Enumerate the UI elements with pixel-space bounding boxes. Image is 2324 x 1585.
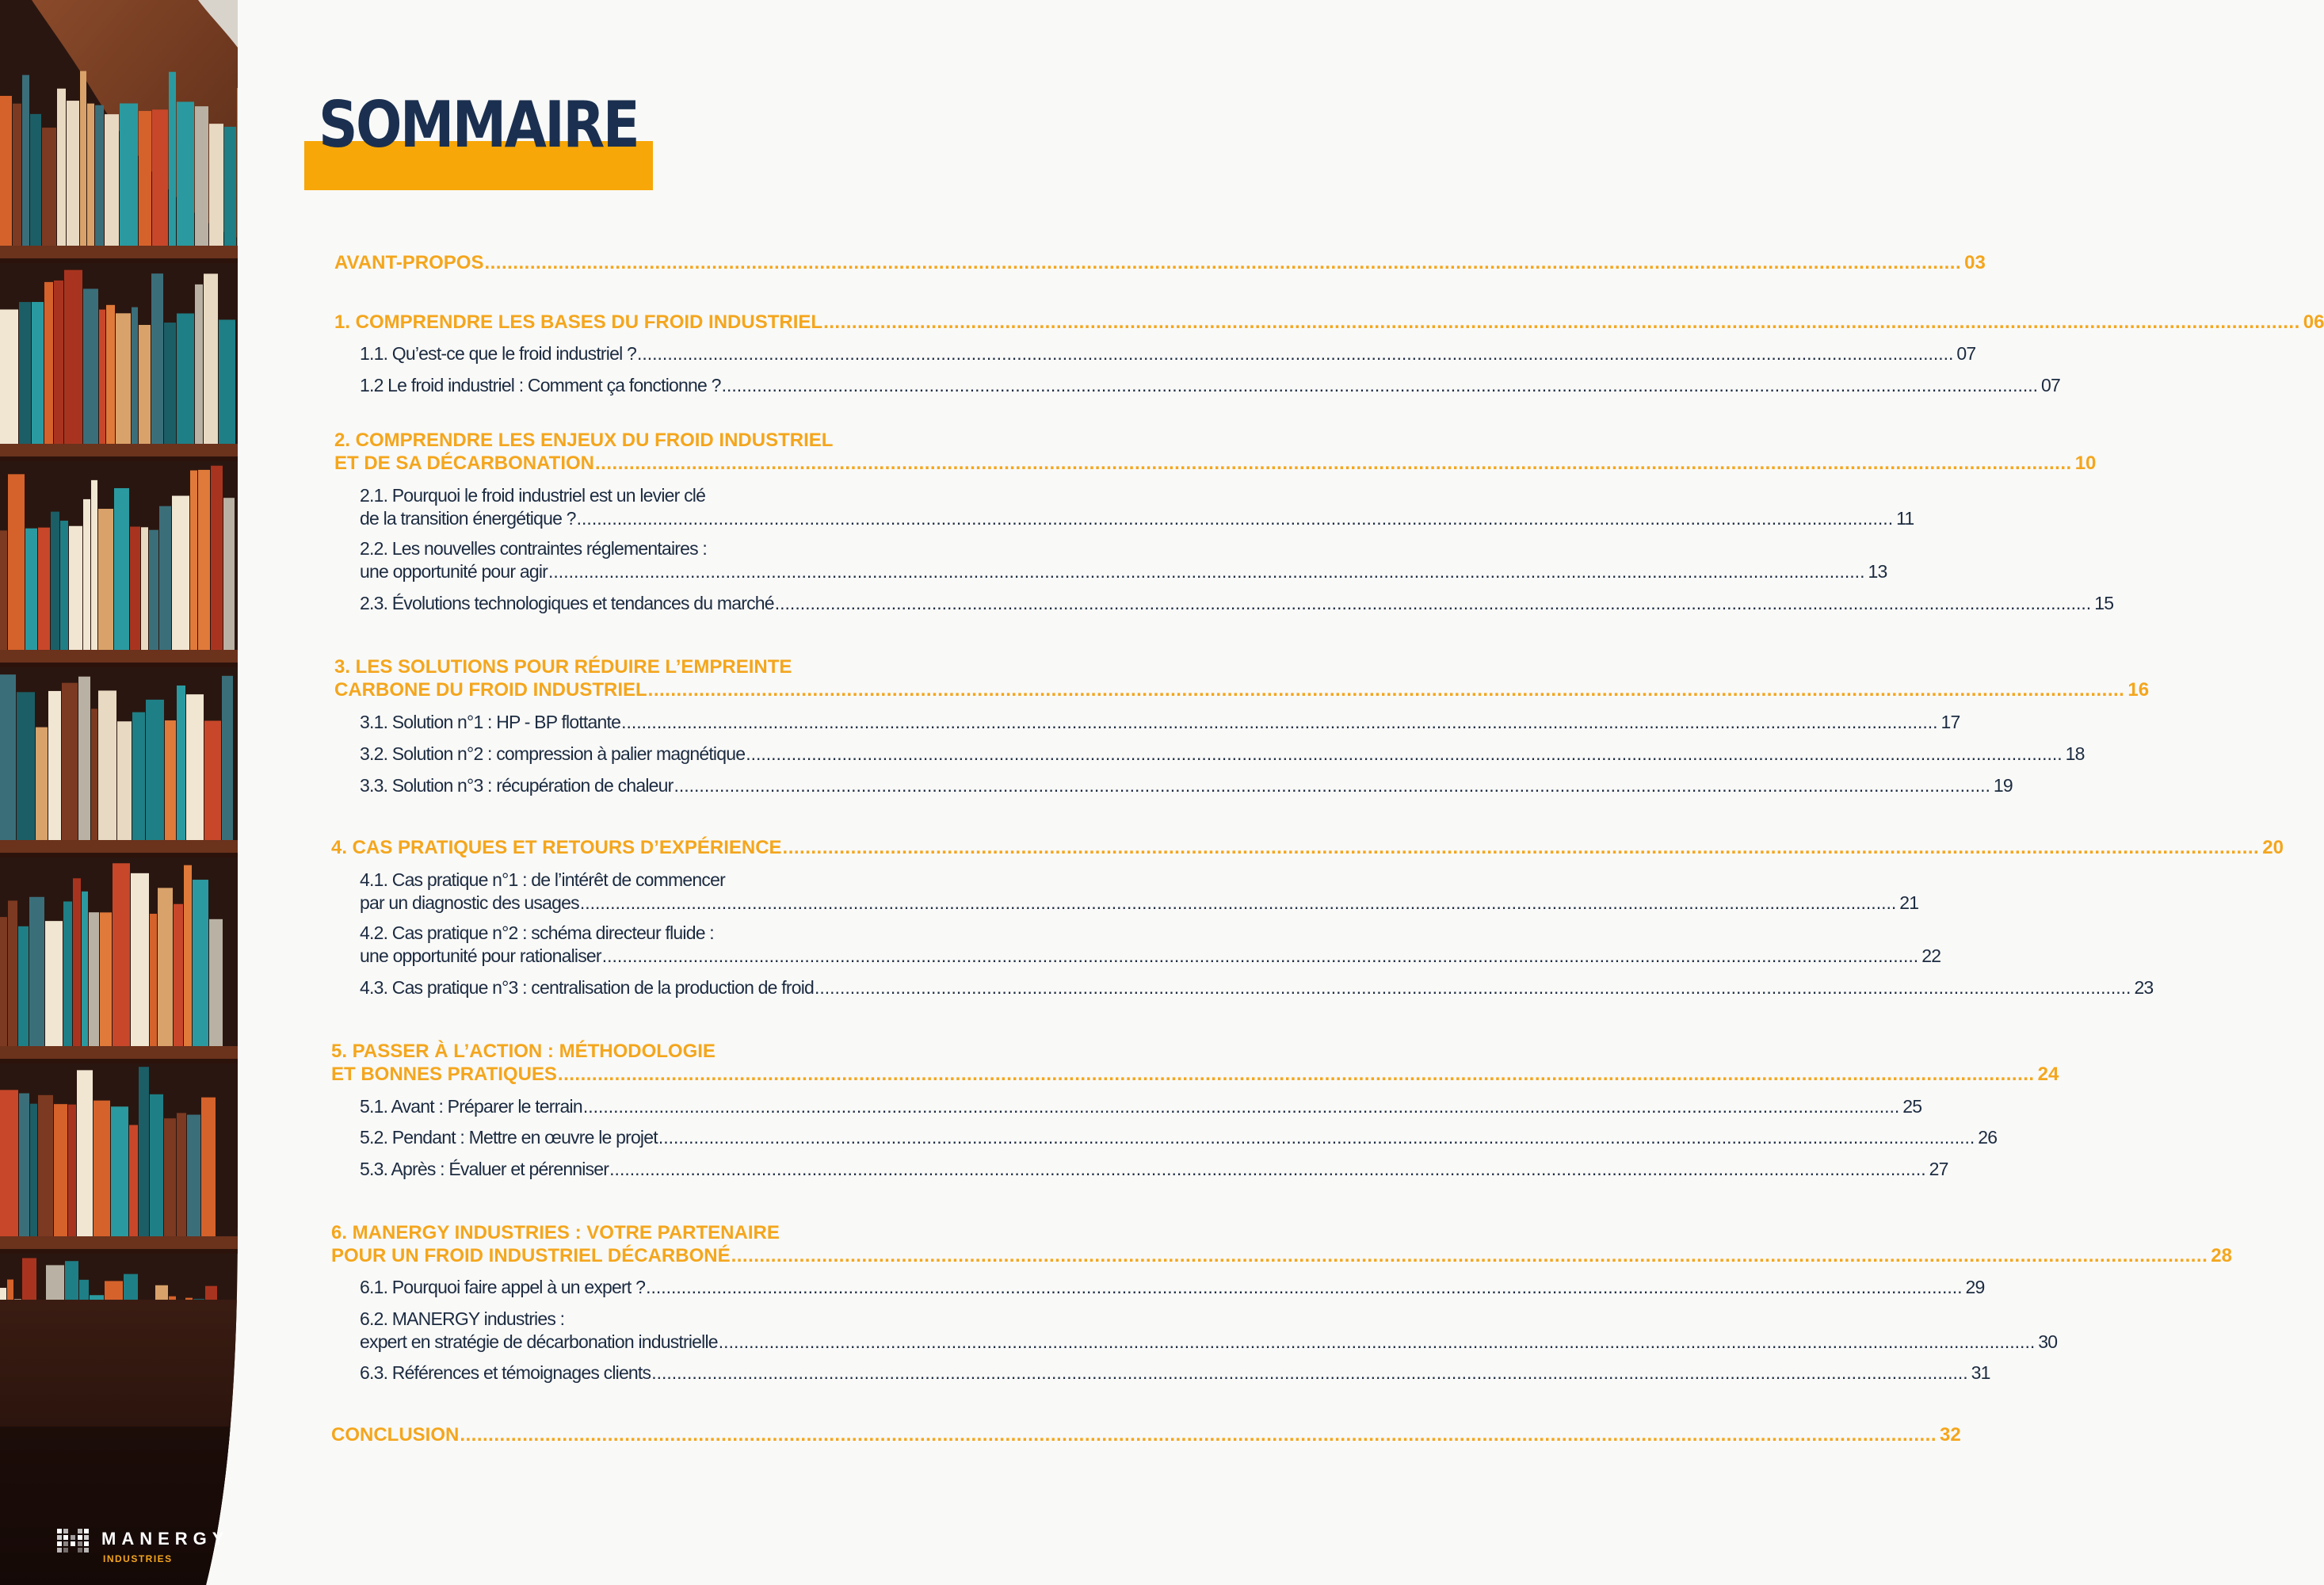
book-spine — [0, 530, 7, 650]
dot-leader: .................................................................................................................................................................................................................................................................... — [658, 1127, 1975, 1148]
toc-page-number: 23 — [2134, 977, 2154, 998]
book-spine — [211, 466, 223, 650]
book-spine — [93, 1101, 110, 1236]
book-spine — [98, 509, 113, 650]
toc-page-number: 11 — [1896, 508, 1914, 529]
toc-item-2-2[interactable] — [360, 561, 1887, 582]
dot-leader: .................................................................................................................................................................................................................................................................... — [460, 1424, 1937, 1446]
book-spine — [32, 302, 44, 444]
dot-leader: .................................................................................................................................................................................................................................................................... — [601, 945, 1919, 966]
book-spine — [164, 323, 176, 444]
book-spine — [219, 319, 235, 444]
toc-page-number: 15 — [2094, 593, 2114, 613]
shelf-shadow — [0, 853, 254, 857]
toc-page-number: 22 — [1921, 945, 1941, 966]
bookshelf-photo — [0, 0, 254, 1585]
book-spine — [204, 720, 221, 840]
book-spine — [139, 325, 151, 444]
toc-page-number: 32 — [1940, 1424, 1961, 1446]
book-spine — [78, 677, 90, 840]
book-spine — [151, 273, 163, 444]
book-spine — [209, 124, 223, 246]
book-spine — [146, 700, 164, 840]
book-spine — [209, 919, 223, 1046]
book-spine — [149, 530, 158, 650]
book-spine — [117, 721, 132, 840]
toc-page-number: 19 — [1993, 775, 2013, 796]
toc-item-title: 2.3. Évolutions technologiques et tendances du marché — [360, 593, 774, 613]
dot-leader: .................................................................................................................................................................................................................................................................... — [636, 343, 1954, 364]
toc-section-6[interactable] — [331, 1245, 2232, 1267]
book-spine — [198, 470, 210, 650]
book-spine — [62, 683, 78, 840]
toc-item-2-2-line1[interactable]: 2.2. Les nouvelles contraintes réglementaires : — [360, 538, 707, 559]
dot-leader: .................................................................................................................................................................................................................................................................... — [674, 775, 1990, 796]
book-spine — [222, 676, 233, 840]
toc-section-2[interactable] — [334, 453, 2097, 475]
book-spine — [19, 1094, 29, 1236]
book-spine — [57, 89, 66, 246]
toc-item-5-1[interactable] — [360, 1096, 1922, 1117]
manergy-logo — [55, 1526, 230, 1573]
page-title: SOMMAIRE — [319, 88, 639, 162]
dot-leader: .................................................................................................................................................................................................................................................................... — [647, 679, 2125, 701]
book-spine — [73, 878, 81, 1046]
book-spine — [201, 1098, 216, 1236]
book-spine — [22, 75, 29, 246]
dot-leader: .................................................................................................................................................................................................................................................................... — [782, 837, 2260, 858]
book-spine — [139, 111, 151, 246]
book-spine — [44, 282, 53, 444]
book-spine — [48, 691, 61, 840]
toc-item-title: 6.1. Pourquoi faire appel à un expert ? — [360, 1277, 646, 1297]
toc-item-2-3[interactable] — [360, 593, 2114, 614]
book-spine — [29, 897, 44, 1046]
toc-item-4-3[interactable] — [360, 977, 2154, 999]
toc-section-avant-propos[interactable] — [334, 252, 1986, 274]
book-spine — [158, 888, 173, 1046]
toc-item-3-1[interactable] — [360, 712, 1960, 733]
book-spine — [224, 127, 236, 246]
book-spine — [87, 104, 94, 246]
book-spine — [223, 498, 235, 650]
toc-page-number: 24 — [2037, 1064, 2059, 1085]
book-spine — [98, 690, 116, 840]
toc-item-4-2[interactable] — [360, 945, 1941, 967]
book-spine — [83, 499, 90, 650]
toc-page-number: 30 — [2038, 1331, 2058, 1352]
book-spine — [204, 273, 218, 444]
book-spine — [38, 1095, 53, 1236]
toc-item-1-1[interactable] — [360, 343, 1976, 365]
dot-leader: .................................................................................................................................................................................................................................................................... — [557, 1064, 2035, 1085]
toc-page-number: 06 — [2303, 311, 2324, 333]
book-spine — [0, 1090, 18, 1236]
book-spine — [193, 880, 208, 1046]
book-spine — [169, 72, 176, 246]
book-spine — [237, 88, 248, 246]
book-spine — [45, 921, 63, 1046]
toc-section-1[interactable] — [334, 311, 2324, 334]
dot-leader: .................................................................................................................................................................................................................................................................... — [582, 1096, 1900, 1117]
book-spine — [159, 506, 171, 650]
book-spine — [141, 527, 148, 650]
dot-leader: .................................................................................................................................................................................................................................................................... — [579, 892, 1897, 913]
book-spine — [68, 1105, 76, 1236]
dot-leader: .................................................................................................................................................................................................................................................................... — [731, 1245, 2208, 1266]
book-spine — [120, 103, 138, 246]
toc-page-number: 28 — [2211, 1245, 2232, 1266]
book-spine — [106, 305, 115, 444]
toc-item-title: 5.2. Pendant : Mettre en œuvre le projet — [360, 1127, 658, 1148]
book-spine — [13, 104, 21, 246]
book-spine — [139, 1067, 149, 1236]
shelf-board — [0, 1236, 254, 1249]
shelf-board — [0, 1046, 254, 1059]
book-spine — [174, 904, 183, 1046]
book-spine — [8, 474, 25, 650]
toc-item-title: 3.3. Solution n°3 : récupération de chaleur — [360, 775, 674, 796]
book-spine — [130, 527, 140, 650]
toc-item-2-1[interactable] — [360, 508, 1914, 529]
book-spine — [164, 1118, 176, 1236]
shelf-board — [0, 650, 254, 663]
book-spine — [38, 528, 50, 650]
dot-leader: .................................................................................................................................................................................................................................................................... — [721, 375, 2039, 395]
book-spine — [19, 302, 31, 444]
book-spine — [0, 309, 18, 444]
book-spine — [91, 708, 97, 840]
book-spine — [132, 712, 145, 840]
book-spine — [60, 521, 68, 650]
book-spine — [30, 1104, 37, 1236]
book-spine — [77, 1070, 93, 1236]
book-spine — [8, 900, 17, 1046]
toc-page-number: 21 — [1899, 892, 1919, 913]
logo-wordmark: MANERGY — [101, 1529, 230, 1549]
toc-page-number: 13 — [1868, 561, 1887, 582]
dot-leader: .................................................................................................................................................................................................................................................................... — [718, 1331, 2036, 1352]
toc-section-6-line1[interactable]: 6. MANERGY INDUSTRIES : VOTRE PARTENAIRE — [331, 1222, 780, 1243]
book-spine — [95, 105, 104, 246]
book-spine — [0, 96, 12, 246]
book-spine — [177, 686, 185, 840]
toc-item-5-3[interactable] — [360, 1159, 1948, 1180]
toc-section-title: POUR UN FROID INDUSTRIEL DÉCARBONÉ — [331, 1245, 731, 1266]
toc-page-number: 07 — [1956, 343, 1976, 364]
logo-subtitle: INDUSTRIES — [103, 1553, 173, 1564]
book-spine — [64, 270, 82, 444]
book-spine — [114, 488, 129, 650]
book-spine — [67, 101, 79, 246]
toc-item-title: 1.2 Le froid industriel : Comment ça fonctionne ? — [360, 375, 721, 395]
book-spine — [54, 281, 63, 444]
book-spine — [91, 480, 97, 650]
toc-section-3-line1[interactable]: 3. LES SOLUTIONS POUR RÉDUIRE L’EMPREINTE — [334, 656, 792, 678]
book-spine — [25, 529, 37, 650]
toc-item-title: une opportunité pour agir — [360, 561, 548, 582]
book-spine — [99, 310, 105, 444]
toc-item-6-3[interactable] — [360, 1362, 1990, 1384]
book-spine — [177, 314, 194, 444]
book-spine — [195, 106, 208, 246]
toc-section-5-line1[interactable]: 5. PASSER À L’ACTION : MÉTHODOLOGIE — [331, 1041, 716, 1062]
toc-item-5-2[interactable] — [360, 1127, 1998, 1148]
toc-item-title: par un diagnostic des usages — [360, 892, 579, 913]
toc-section-title: AVANT-PROPOS — [334, 252, 484, 273]
toc-item-title: une opportunité pour rationaliser — [360, 945, 601, 966]
book-spine — [54, 1104, 67, 1236]
toc-section-3[interactable] — [334, 679, 2150, 701]
toc-page-number: 07 — [2041, 375, 2060, 395]
toc-section-title: ET DE SA DÉCARBONATION — [334, 453, 595, 474]
toc-item-title: 4.3. Cas pratique n°3 : centralisation de la production de froid — [360, 977, 814, 998]
book-spine — [129, 1125, 138, 1236]
book-spine — [36, 728, 48, 840]
toc-section-title: ET BONNES PRATIQUES — [331, 1064, 557, 1085]
toc-section-title: CARBONE DU FROID INDUSTRIEL — [334, 679, 647, 701]
book-spine — [80, 71, 86, 246]
book-spine — [177, 1113, 186, 1236]
toc-item-6-2[interactable] — [360, 1331, 2058, 1353]
book-spine — [150, 1094, 163, 1236]
shelf-shadow — [0, 258, 254, 263]
toc-section-4[interactable] — [331, 837, 2284, 859]
toc-item-6-1[interactable] — [360, 1277, 1985, 1298]
toc-item-3-2[interactable] — [360, 743, 2085, 765]
toc-item-title: expert en stratégie de décarbonation industrielle — [360, 1331, 718, 1352]
toc-page-number: 27 — [1929, 1159, 1948, 1179]
toc-page-number: 18 — [2065, 743, 2085, 764]
book-spine — [100, 912, 112, 1046]
toc-item-title: 1.1. Qu’est-ce que le froid industriel ? — [360, 343, 636, 364]
dot-leader: .................................................................................................................................................................................................................................................................... — [646, 1277, 1963, 1297]
dot-leader: .................................................................................................................................................................................................................................................................... — [484, 252, 1962, 273]
book-spine — [150, 914, 157, 1046]
toc-item-title: 5.1. Avant : Préparer le terrain — [360, 1096, 582, 1117]
book-spine — [0, 674, 16, 840]
toc-page-number: 31 — [1971, 1362, 1990, 1383]
toc-item-6-2-line1[interactable]: 6.2. MANERGY industries : — [360, 1308, 565, 1329]
dot-leader: .................................................................................................................................................................................................................................................................... — [609, 1159, 1926, 1179]
toc-item-title: 6.3. Références et témoignages clients — [360, 1362, 651, 1383]
toc-page-number: 10 — [2074, 453, 2097, 474]
toc-item-4-2-line1[interactable]: 4.2. Cas pratique n°2 : schéma directeur fluide : — [360, 922, 714, 943]
dot-leader: .................................................................................................................................................................................................................................................................... — [746, 743, 2063, 764]
book-spine — [131, 873, 149, 1046]
toc-section-2-line1[interactable]: 2. COMPRENDRE LES ENJEUX DU FROID INDUSTRIEL — [334, 430, 834, 451]
toc-item-title: de la transition énergétique ? — [360, 508, 576, 529]
toc-item-title: 3.2. Solution n°2 : compression à palier magnétique — [360, 743, 746, 764]
toc-page-number: 26 — [1978, 1127, 1998, 1148]
book-spine — [116, 313, 131, 444]
toc-item-2-1-line1[interactable]: 2.1. Pourquoi le froid industriel est un levier clé — [360, 485, 706, 506]
book-spine — [17, 692, 35, 840]
book-spine — [69, 526, 82, 650]
shelf-board — [0, 246, 254, 258]
book-spine — [105, 114, 119, 246]
toc-section-5[interactable] — [331, 1064, 2059, 1086]
toc-item-3-3[interactable] — [360, 775, 2013, 796]
book-spine — [172, 496, 189, 650]
toc-item-1-2[interactable] — [360, 375, 2060, 396]
shelf-shadow — [0, 663, 254, 667]
dot-leader: .................................................................................................................................................................................................................................................................... — [823, 311, 2300, 333]
dot-leader: .................................................................................................................................................................................................................................................................... — [815, 977, 2131, 998]
book-spine — [165, 720, 176, 840]
toc-item-4-1[interactable] — [360, 892, 1919, 914]
toc-page-number: 25 — [1902, 1096, 1922, 1117]
dot-leader: .................................................................................................................................................................................................................................................................... — [774, 593, 2092, 613]
book-spine — [190, 471, 197, 650]
book-spine — [187, 1115, 200, 1236]
book-spine — [177, 101, 194, 246]
book-spine — [63, 902, 72, 1047]
toc-page-number: 03 — [1964, 252, 1986, 273]
toc-section-title: 1. COMPRENDRE LES BASES DU FROID INDUSTRIEL — [334, 311, 823, 333]
shelf-board — [0, 444, 254, 456]
book-spine — [132, 307, 138, 444]
shelf-shadow — [0, 1059, 254, 1064]
book-spine — [195, 285, 203, 444]
dot-leader: .................................................................................................................................................................................................................................................................... — [576, 508, 1894, 529]
book-spine — [184, 865, 192, 1046]
book-spine — [82, 892, 88, 1046]
toc-item-4-1-line1[interactable]: 4.1. Cas pratique n°1 : de l’intérêt de commencer — [360, 869, 725, 890]
book-spine — [30, 114, 41, 246]
shelf-shadow — [0, 456, 254, 461]
shelf-board — [0, 840, 254, 853]
toc-page-number: 20 — [2262, 837, 2284, 858]
toc-page-number: 16 — [2127, 679, 2150, 701]
dot-leader: .................................................................................................................................................................................................................................................................... — [548, 561, 1865, 582]
book-spine — [42, 128, 56, 246]
manergy-logo-icon — [55, 1526, 90, 1560]
toc-section-title: CONCLUSION — [331, 1424, 460, 1446]
toc-page-number: 17 — [1940, 712, 1960, 732]
toc-item-title: 3.1. Solution n°1 : HP - BP flottante — [360, 712, 621, 732]
dot-leader: .................................................................................................................................................................................................................................................................... — [595, 453, 2072, 474]
toc-item-title: 5.3. Après : Évaluer et pérenniser — [360, 1159, 609, 1179]
dot-leader: .................................................................................................................................................................................................................................................................... — [651, 1362, 1968, 1383]
book-spine — [18, 926, 29, 1046]
toc-section-conclusion[interactable] — [331, 1424, 1961, 1446]
book-spine — [111, 1106, 128, 1236]
toc-page-number: 29 — [1965, 1277, 1985, 1297]
book-spine — [113, 863, 130, 1046]
dot-leader: .................................................................................................................................................................................................................................................................... — [621, 712, 1938, 732]
shelf-shadow — [0, 1249, 254, 1254]
book-spine — [186, 694, 204, 840]
book-spine — [83, 288, 98, 444]
book-spine — [152, 109, 168, 246]
book-spine — [89, 912, 99, 1046]
book-spine — [0, 917, 7, 1046]
book-spine — [51, 512, 59, 650]
toc-section-title: 4. CAS PRATIQUES ET RETOURS D’EXPÉRIENCE — [331, 837, 782, 858]
